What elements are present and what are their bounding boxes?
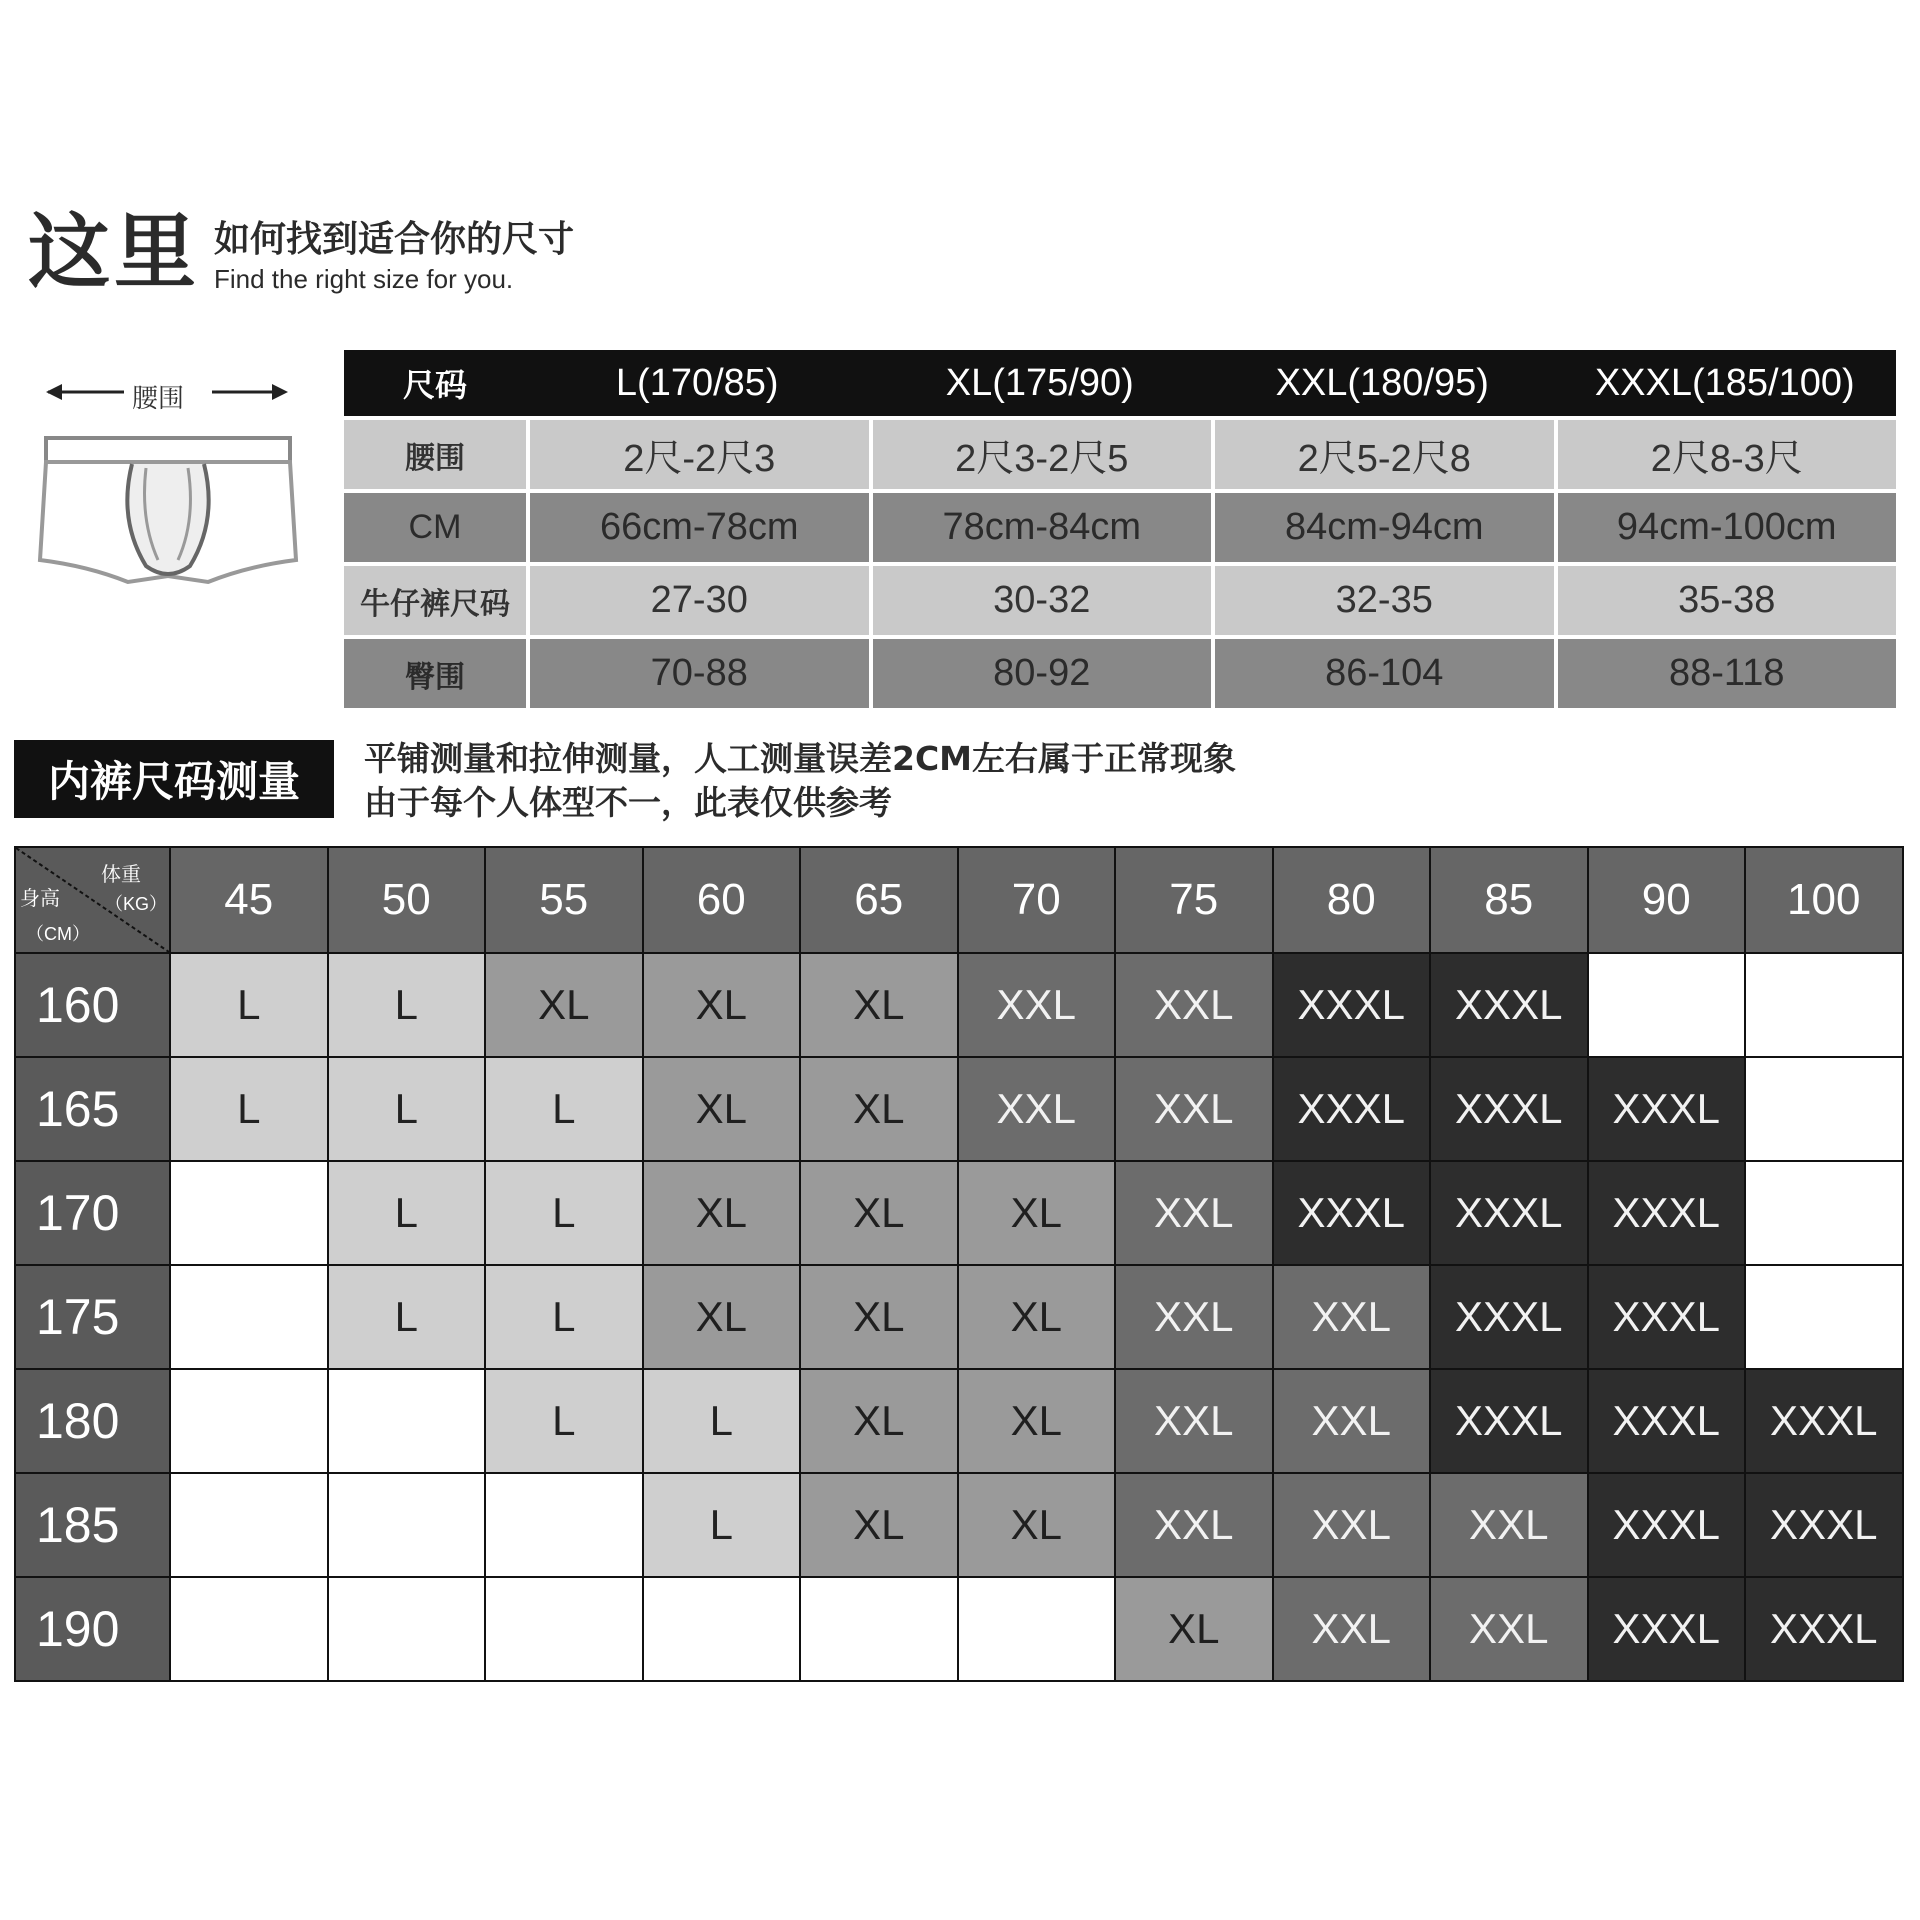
height-label: 185 <box>15 1473 170 1577</box>
size-table-cell: 27-30 <box>526 562 869 635</box>
size-cell: XL <box>800 1369 958 1473</box>
size-cell: L <box>328 1057 486 1161</box>
size-cell: XXXL <box>1430 1057 1588 1161</box>
size-cell: XXXL <box>1430 953 1588 1057</box>
size-table-cell: 80-92 <box>869 635 1212 708</box>
size-table-cell: 2尺-2尺3 <box>526 416 869 489</box>
size-cell: XXXL <box>1588 1577 1746 1681</box>
size-cell: XL <box>643 1265 801 1369</box>
size-table-cell: 2尺5-2尺8 <box>1211 416 1554 489</box>
size-cell <box>328 1369 486 1473</box>
size-cell: XL <box>800 953 958 1057</box>
size-cell <box>1745 1057 1903 1161</box>
weight-header-cell: 45 <box>170 847 328 953</box>
size-cell <box>1745 1161 1903 1265</box>
size-cell: L <box>170 953 328 1057</box>
size-table-cell: 78cm-84cm <box>869 489 1212 562</box>
size-cell <box>485 1473 643 1577</box>
size-grid-header-row <box>15 847 1903 953</box>
height-label: 160 <box>15 953 170 1057</box>
size-table <box>344 350 1896 708</box>
size-cell <box>170 1577 328 1681</box>
size-table-cell: 94cm-100cm <box>1554 489 1897 562</box>
size-cell <box>1745 953 1903 1057</box>
size-cell: XL <box>958 1473 1116 1577</box>
size-cell: XXXL <box>1273 953 1431 1057</box>
size-table-row-label: 腰围 <box>344 416 526 489</box>
size-cell <box>170 1265 328 1369</box>
height-label: 175 <box>15 1265 170 1369</box>
size-cell: L <box>485 1161 643 1265</box>
size-table-header-cell: L(170/85) <box>615 361 779 404</box>
waist-label: 腰围 <box>132 384 185 414</box>
size-grid-corner <box>15 847 170 953</box>
weight-header-cell: 55 <box>485 847 643 953</box>
corner-height-unit: （CM） <box>26 924 90 944</box>
height-label: 165 <box>15 1057 170 1161</box>
size-cell: XXXL <box>1588 1265 1746 1369</box>
size-cell: XXL <box>958 953 1116 1057</box>
size-grid-row <box>15 1057 1903 1161</box>
size-table-row-label: 臀围 <box>344 635 526 708</box>
size-cell: XL <box>643 1161 801 1265</box>
size-grid-row <box>15 1265 1903 1369</box>
size-cell: L <box>643 1473 801 1577</box>
size-cell: XXL <box>1430 1473 1588 1577</box>
size-table-cell: 2尺3-2尺5 <box>869 416 1212 489</box>
weight-header-cell: 65 <box>800 847 958 953</box>
size-cell: XXL <box>1115 1161 1273 1265</box>
corner-height-label: 身高 <box>20 886 60 910</box>
size-cell: XXL <box>1115 1473 1273 1577</box>
size-cell <box>800 1577 958 1681</box>
size-cell: L <box>643 1369 801 1473</box>
size-table-cell: 2尺8-3尺 <box>1554 416 1897 489</box>
size-cell <box>170 1473 328 1577</box>
size-table-row <box>344 562 1896 635</box>
height-label: 190 <box>15 1577 170 1681</box>
size-cell: XXXL <box>1273 1057 1431 1161</box>
size-cell: XXL <box>958 1057 1116 1161</box>
size-table-row-label: CM <box>344 489 526 562</box>
size-table-cell: 84cm-94cm <box>1211 489 1554 562</box>
size-cell <box>170 1369 328 1473</box>
size-cell: XXXL <box>1588 1057 1746 1161</box>
size-table-row <box>344 489 1896 562</box>
header-subtitle-en: Find the right size for you. <box>214 264 514 294</box>
weight-header-cell: 60 <box>643 847 801 953</box>
size-cell <box>1745 1265 1903 1369</box>
size-cell: XXL <box>1115 1057 1273 1161</box>
size-cell <box>328 1473 486 1577</box>
size-cell: XXL <box>1115 1369 1273 1473</box>
size-table-cell: 66cm-78cm <box>526 489 869 562</box>
header-title: 这里 <box>28 205 201 300</box>
section-note-line1: 平铺测量和拉伸测量，人工测量误差2CM左右属于正常现象 <box>364 739 1237 778</box>
size-table-header-cell: XXL(180/95) <box>1275 361 1489 404</box>
size-cell <box>328 1577 486 1681</box>
size-grid-row <box>15 1161 1903 1265</box>
size-cell: XXL <box>1430 1577 1588 1681</box>
size-cell: XL <box>800 1161 958 1265</box>
size-table-row <box>344 635 1896 708</box>
size-grid-row <box>15 1369 1903 1473</box>
height-label: 180 <box>15 1369 170 1473</box>
size-cell: XL <box>643 953 801 1057</box>
size-table-header-cell: XL(175/90) <box>945 361 1134 404</box>
size-cell: XL <box>800 1265 958 1369</box>
size-cell <box>643 1577 801 1681</box>
size-table-cell: 86-104 <box>1211 635 1554 708</box>
size-cell: XL <box>800 1473 958 1577</box>
size-table-row <box>344 416 1896 489</box>
size-cell: L <box>328 1161 486 1265</box>
size-cell: XL <box>800 1057 958 1161</box>
weight-header-cell: 50 <box>328 847 486 953</box>
size-cell: XL <box>1115 1577 1273 1681</box>
size-table-cell: 88-118 <box>1554 635 1897 708</box>
header-subtitle-cn: 如何找到适合你的尺寸 <box>214 219 575 260</box>
size-cell: L <box>328 953 486 1057</box>
height-label: 170 <box>15 1161 170 1265</box>
size-grid-row <box>15 1473 1903 1577</box>
size-table-cell: 30-32 <box>869 562 1212 635</box>
size-cell: XXXL <box>1588 1369 1746 1473</box>
size-cell <box>1588 953 1746 1057</box>
size-cell: XL <box>643 1057 801 1161</box>
size-grid-row <box>15 1577 1903 1681</box>
size-cell: XL <box>958 1161 1116 1265</box>
section-note-line2: 由于每个人体型不一，此表仅供参考 <box>364 783 892 822</box>
section-title: 内裤尺码测量 <box>14 740 334 818</box>
weight-header-cell: 90 <box>1588 847 1746 953</box>
size-table-cell: 35-38 <box>1554 562 1897 635</box>
size-cell: XL <box>485 953 643 1057</box>
weight-header-cell: 85 <box>1430 847 1588 953</box>
size-cell: XL <box>958 1265 1116 1369</box>
size-cell: XXL <box>1115 1265 1273 1369</box>
size-cell: XXXL <box>1430 1161 1588 1265</box>
weight-header-cell: 100 <box>1745 847 1903 953</box>
size-cell: XXXL <box>1430 1369 1588 1473</box>
size-cell: XXL <box>1115 953 1273 1057</box>
size-cell: XXL <box>1273 1473 1431 1577</box>
size-table-cell: 32-35 <box>1211 562 1554 635</box>
size-cell: L <box>328 1265 486 1369</box>
size-cell: XXXL <box>1745 1473 1903 1577</box>
size-grid <box>14 846 1904 1682</box>
size-cell: XXL <box>1273 1265 1431 1369</box>
size-table-header-label: 尺码 <box>402 366 467 404</box>
underwear-icon <box>28 370 308 610</box>
size-cell: XXL <box>1273 1369 1431 1473</box>
size-cell: L <box>485 1057 643 1161</box>
corner-weight-unit: （KG） <box>104 894 167 914</box>
weight-header-cell: 70 <box>958 847 1116 953</box>
size-cell: XXXL <box>1273 1161 1431 1265</box>
size-cell: XXXL <box>1430 1265 1588 1369</box>
corner-weight-label: 体重 <box>101 862 141 886</box>
size-cell: XXXL <box>1588 1161 1746 1265</box>
size-table-cell: 70-88 <box>526 635 869 708</box>
size-cell: L <box>485 1265 643 1369</box>
size-table-header <box>344 350 1896 416</box>
size-cell: L <box>485 1369 643 1473</box>
size-cell: XXXL <box>1588 1473 1746 1577</box>
size-cell: XXXL <box>1745 1369 1903 1473</box>
size-cell: XXL <box>1273 1577 1431 1681</box>
size-cell: XXXL <box>1745 1577 1903 1681</box>
weight-header-cell: 75 <box>1115 847 1273 953</box>
size-table-header-cell: XXXL(185/100) <box>1594 361 1855 404</box>
weight-header-cell: 80 <box>1273 847 1431 953</box>
size-cell: XL <box>958 1369 1116 1473</box>
size-grid-row <box>15 953 1903 1057</box>
size-cell <box>485 1577 643 1681</box>
size-table-row-label: 牛仔裤尺码 <box>344 562 526 635</box>
size-cell: L <box>170 1057 328 1161</box>
size-cell <box>958 1577 1116 1681</box>
size-cell <box>170 1161 328 1265</box>
